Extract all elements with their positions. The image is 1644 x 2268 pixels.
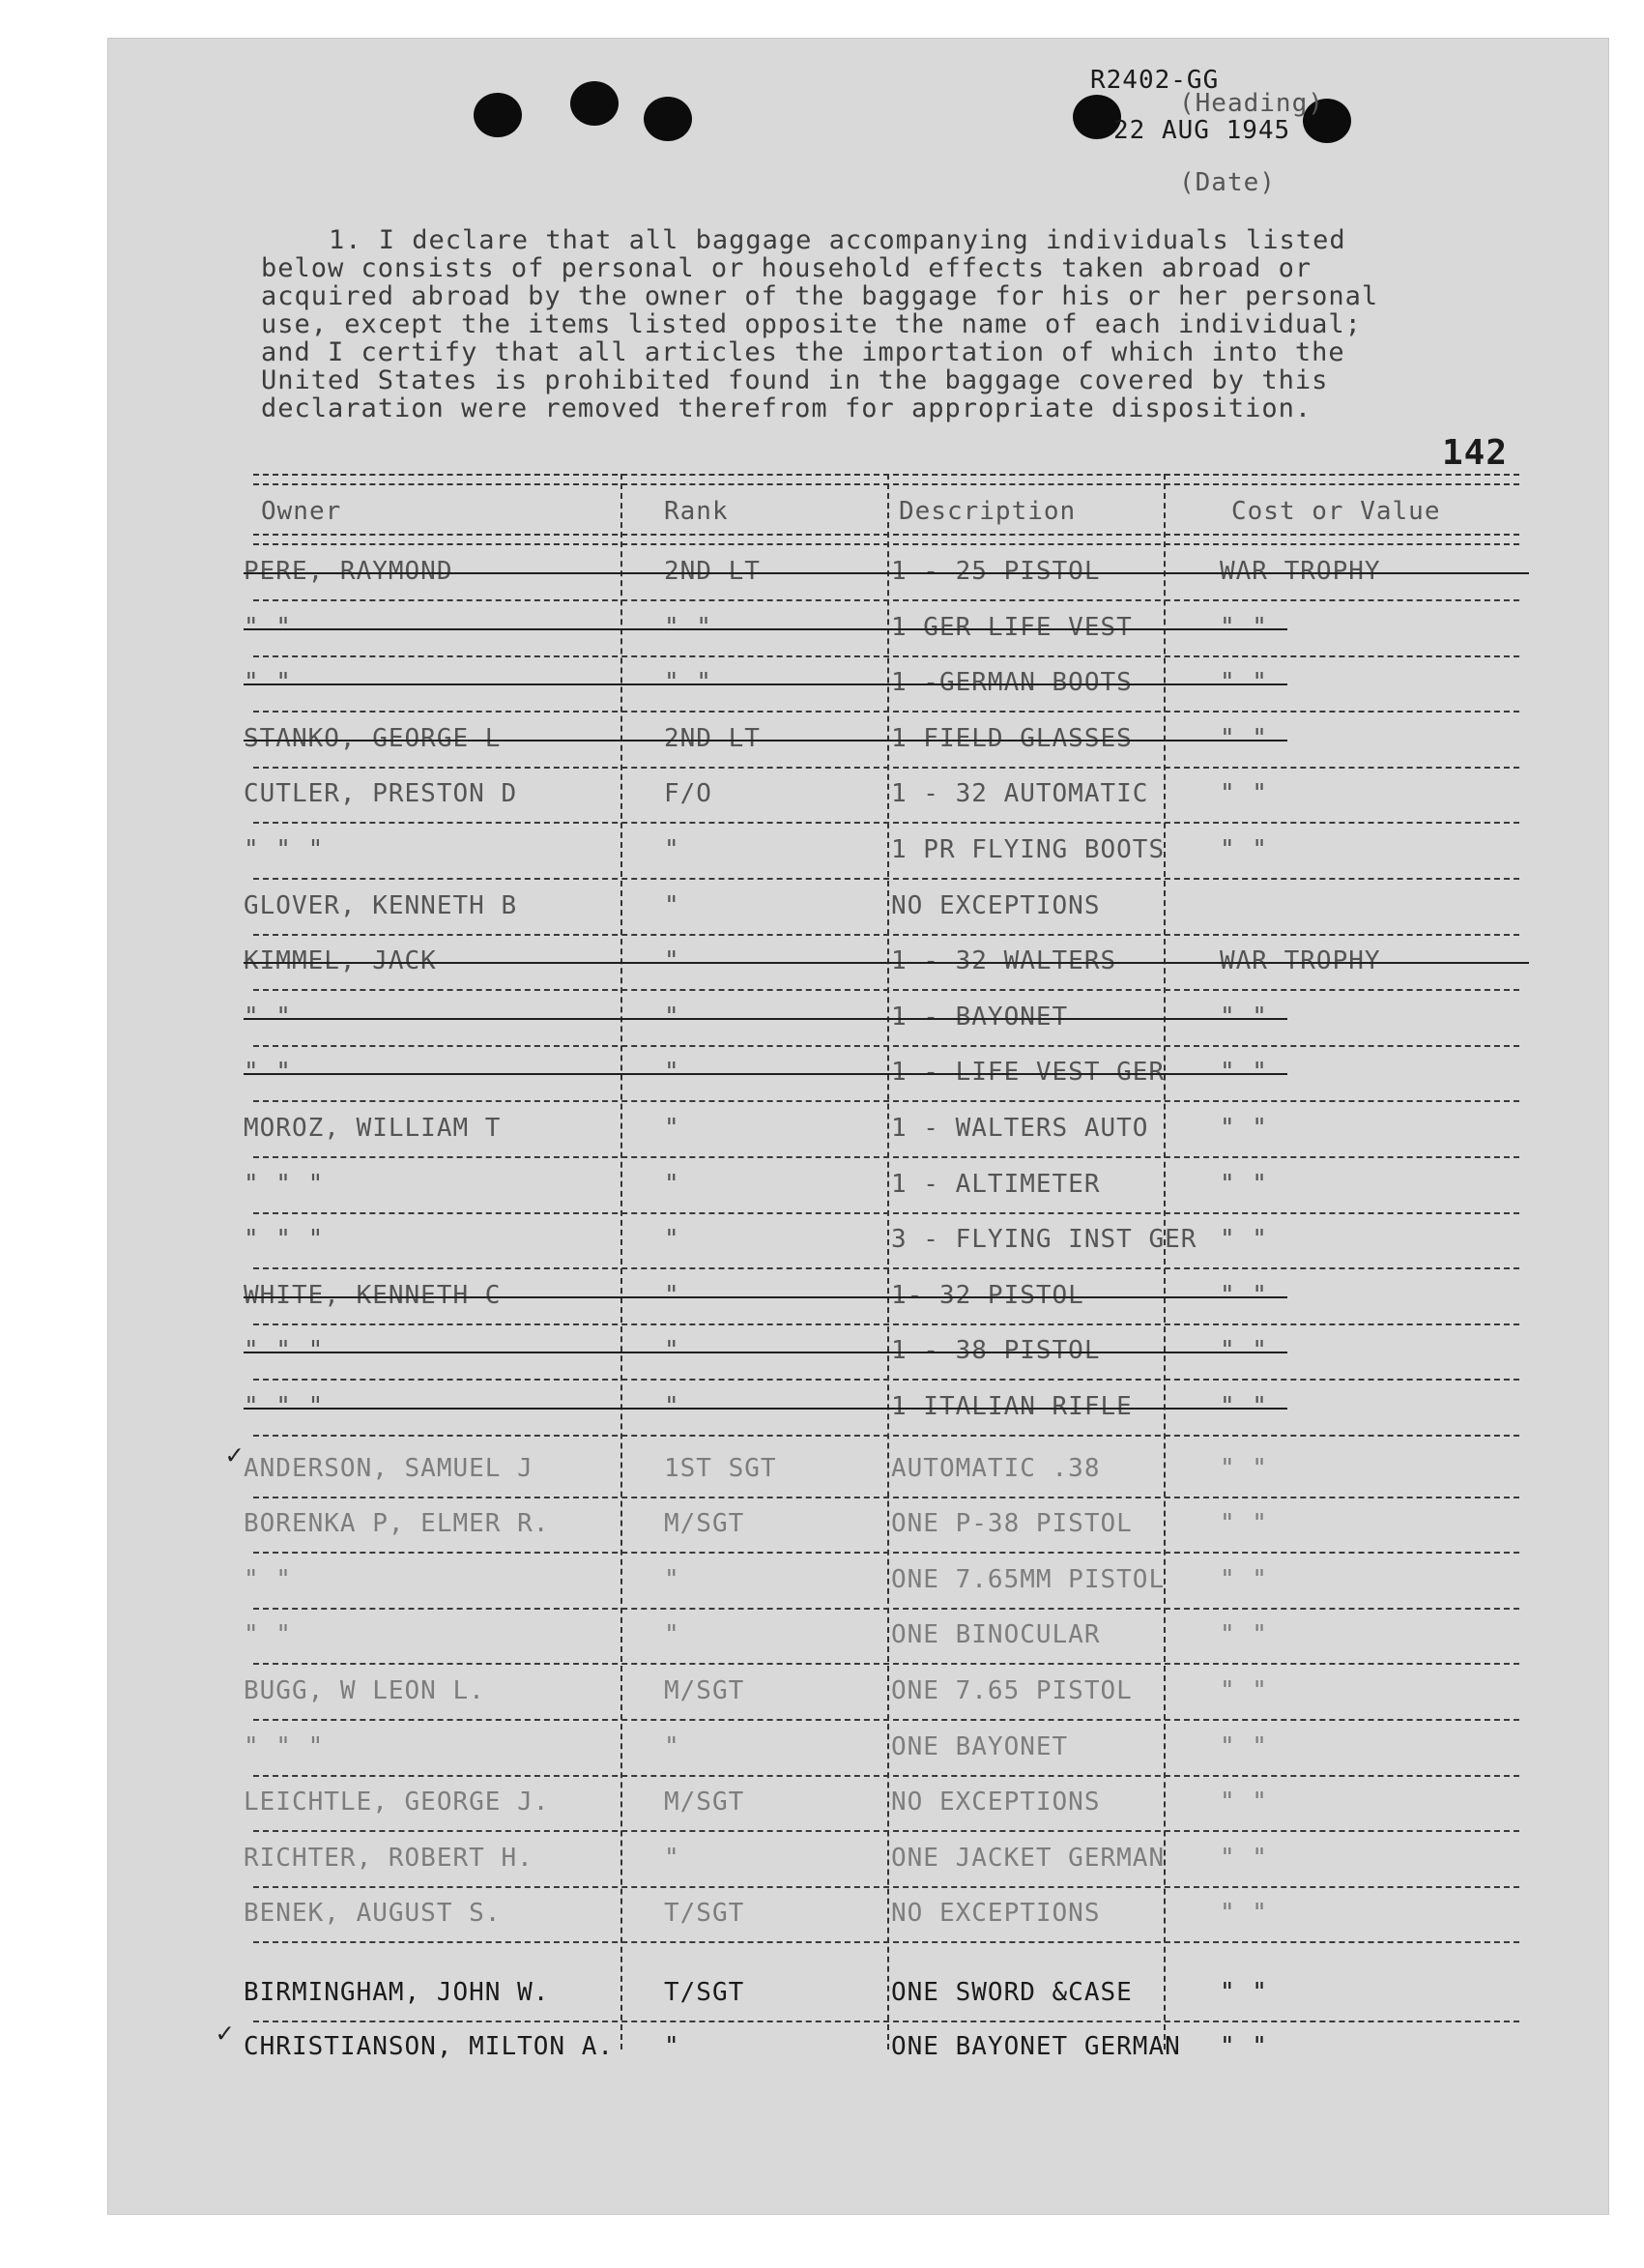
row-rule — [253, 989, 1519, 991]
rank-cell: " — [664, 1564, 680, 1594]
row-rule — [253, 878, 1519, 880]
owner-cell: WHITE, KENNETH C — [244, 1280, 502, 1310]
cost-cell: " " — [1220, 835, 1268, 864]
rank-cell: " — [664, 1620, 680, 1650]
description-cell: ONE 7.65 PISTOL — [891, 1676, 1133, 1705]
rank-cell: F/O — [664, 779, 712, 809]
rank-cell: " — [664, 1843, 680, 1873]
owner-cell: RICHTER, ROBERT H. — [244, 1843, 534, 1873]
description-cell: 1 FIELD GLASSES — [891, 723, 1133, 753]
table-row — [108, 1454, 1608, 1493]
owner-cell: LEICHTLE, GEORGE J. — [244, 1788, 550, 1817]
cost-cell: " " — [1220, 1169, 1268, 1199]
row-rule — [253, 1775, 1519, 1777]
rank-cell: " — [664, 1336, 680, 1366]
owner-cell: ANDERSON, SAMUEL J — [244, 1453, 534, 1483]
owner-cell: " " — [244, 1620, 292, 1650]
rank-cell: " — [664, 1225, 680, 1255]
row-rule — [253, 599, 1519, 601]
row-rule — [253, 1100, 1519, 1102]
strikethrough-line — [244, 572, 1529, 574]
rank-cell: " — [664, 835, 680, 864]
row-rule — [253, 1497, 1519, 1498]
column-header-description: Description — [899, 497, 1077, 526]
row-rule — [253, 655, 1519, 657]
rank-cell: M/SGT — [664, 1676, 745, 1705]
owner-cell: " " — [244, 1564, 292, 1594]
row-rule — [253, 1267, 1519, 1269]
description-cell: 1 - LIFE VEST GER — [891, 1058, 1166, 1088]
cost-cell: WAR TROPHY — [1220, 946, 1381, 976]
table-row — [108, 1281, 1608, 1320]
declaration-line: acquired abroad by the owner of the baggage for his or her personal — [261, 281, 1379, 311]
row-rule — [253, 1608, 1519, 1610]
cost-cell: " " — [1220, 1676, 1268, 1705]
description-cell: NO EXCEPTIONS — [891, 1788, 1101, 1817]
cost-cell: " " — [1220, 1509, 1268, 1539]
description-cell: ONE SWORD &CASE — [891, 1978, 1133, 2007]
rank-cell: M/SGT — [664, 1509, 745, 1539]
declaration-line: 1. I declare that all baggage accompanying individuals listed — [329, 225, 1346, 255]
rank-cell: " " — [664, 668, 712, 698]
declaration-line: United States is prohibited found in the baggage covered by this — [261, 365, 1329, 395]
owner-cell: PERE, RAYMOND — [244, 557, 453, 586]
rank-cell: T/SGT — [664, 1978, 745, 2007]
row-rule — [253, 822, 1519, 824]
cost-cell: " " — [1220, 1114, 1268, 1143]
table-row — [108, 1732, 1608, 1771]
owner-cell: KIMMEL, JACK — [244, 946, 437, 976]
punch-hole — [474, 93, 522, 137]
table-row — [108, 1170, 1608, 1208]
description-cell: ONE 7.65MM PISTOL — [891, 1564, 1166, 1594]
row-rule — [253, 2021, 1519, 2022]
rank-cell: 2ND LT — [664, 723, 761, 753]
row-rule — [253, 1435, 1519, 1437]
declaration-line: use, except the items listed opposite the name of each individual; — [261, 309, 1362, 339]
check-mark: ✓ — [226, 1439, 243, 1470]
cost-cell: " " — [1220, 1392, 1268, 1421]
row-rule — [253, 1045, 1519, 1047]
table-row — [108, 1899, 1608, 1937]
strikethrough-line — [244, 1408, 1287, 1410]
declaration-text — [261, 226, 1595, 422]
description-cell: ONE BINOCULAR — [891, 1620, 1101, 1650]
cost-cell: " " — [1220, 1788, 1268, 1817]
row-rule — [253, 1719, 1519, 1721]
owner-cell: BORENKA P, ELMER R. — [244, 1509, 550, 1539]
declaration-line: and I certify that all articles the importation of which into the — [261, 337, 1345, 367]
owner-cell: STANKO, GEORGE L — [244, 723, 502, 753]
table-row — [108, 1978, 1608, 2017]
owner-cell: " " — [244, 668, 292, 698]
strikethrough-line — [244, 1352, 1287, 1353]
rank-cell: " " — [664, 612, 712, 642]
row-rule — [253, 1830, 1519, 1832]
rank-cell: 2ND LT — [664, 557, 761, 586]
table-row — [108, 557, 1608, 596]
description-cell: ONE P-38 PISTOL — [891, 1509, 1133, 1539]
cost-cell: " " — [1220, 1843, 1268, 1873]
declaration-line: declaration were removed therefrom for appropriate disposition. — [261, 393, 1312, 423]
date-label: (Date) — [1179, 168, 1276, 197]
owner-cell: " " " — [244, 1225, 325, 1255]
table-row — [108, 835, 1608, 874]
punch-hole — [644, 97, 692, 141]
cost-cell: " " — [1220, 1731, 1268, 1761]
rank-cell: " — [664, 1731, 680, 1761]
description-cell: 1 - 38 PISTOL — [891, 1336, 1101, 1366]
cost-cell: " " — [1220, 1899, 1268, 1929]
header-rule — [253, 534, 1519, 545]
owner-cell: " " — [244, 1058, 292, 1088]
column-header-owner: Owner — [261, 497, 342, 526]
description-cell: 3 - FLYING INST GER — [891, 1225, 1197, 1255]
table-row — [108, 1392, 1608, 1431]
table-row — [108, 668, 1608, 707]
description-cell: 1 - 32 AUTOMATIC — [891, 779, 1149, 809]
rank-cell: M/SGT — [664, 1788, 745, 1817]
table-row — [108, 1844, 1608, 1882]
rank-cell: " — [664, 1114, 680, 1143]
cost-cell: " " — [1220, 668, 1268, 698]
table-row — [108, 1225, 1608, 1264]
owner-cell: CUTLER, PRESTON D — [244, 779, 518, 809]
owner-cell: " " — [244, 1002, 292, 1032]
cost-cell: " " — [1220, 779, 1268, 809]
description-cell: ONE JACKET GERMAN — [891, 1843, 1166, 1873]
table-row — [108, 1788, 1608, 1826]
cost-cell: " " — [1220, 1620, 1268, 1650]
description-cell: 1 PR FLYING BOOTS — [891, 835, 1166, 864]
owner-cell: CHRISTIANSON, MILTON A. — [244, 2032, 615, 2061]
table-row — [108, 1058, 1608, 1096]
table-row — [108, 2032, 1608, 2071]
rank-cell: " — [664, 1169, 680, 1199]
description-cell: 1 - BAYONET — [891, 1002, 1069, 1032]
punch-hole — [570, 81, 619, 126]
owner-cell: " " " — [244, 1169, 325, 1199]
table-row — [108, 1565, 1608, 1604]
check-mark: ✓ — [216, 2017, 233, 2049]
document-code: R2402-GG — [1090, 66, 1220, 95]
rank-cell: " — [664, 1002, 680, 1032]
row-rule — [253, 767, 1519, 769]
description-cell: 1 - 32 WALTERS — [891, 946, 1117, 976]
strikethrough-line — [244, 628, 1287, 630]
owner-cell: BENEK, AUGUST S. — [244, 1899, 502, 1929]
column-header-cost: Cost or Value — [1231, 497, 1441, 526]
header-rule — [253, 474, 1519, 485]
page-number: 142 — [1442, 433, 1509, 473]
cost-cell: " " — [1220, 1280, 1268, 1310]
owner-cell: " " " — [244, 835, 325, 864]
table-row — [108, 1676, 1608, 1715]
document-sheet — [108, 39, 1608, 2214]
owner-cell: GLOVER, KENNETH B — [244, 890, 518, 920]
rank-cell: T/SGT — [664, 1899, 745, 1929]
row-rule — [253, 1941, 1519, 1943]
description-cell: 1 -GERMAN BOOTS — [891, 668, 1133, 698]
description-cell: 1 - 25 PISTOL — [891, 557, 1101, 586]
table-row — [108, 1114, 1608, 1152]
cost-cell: " " — [1220, 1058, 1268, 1088]
row-rule — [253, 934, 1519, 936]
description-cell: NO EXCEPTIONS — [891, 1899, 1101, 1929]
table-row — [108, 613, 1608, 652]
owner-cell: " " " — [244, 1731, 325, 1761]
owner-cell: " " " — [244, 1392, 325, 1421]
owner-cell: " " — [244, 612, 292, 642]
strikethrough-line — [244, 740, 1287, 741]
strikethrough-line — [244, 683, 1287, 685]
rank-cell: " — [664, 946, 680, 976]
cost-cell: " " — [1220, 1978, 1268, 2007]
description-cell: 1 - WALTERS AUTO — [891, 1114, 1149, 1143]
description-cell: ONE BAYONET — [891, 1731, 1069, 1761]
table-row — [108, 779, 1608, 818]
row-rule — [253, 1663, 1519, 1665]
cost-cell: " " — [1220, 1564, 1268, 1594]
strikethrough-line — [244, 1073, 1287, 1075]
rank-cell: " — [664, 1058, 680, 1088]
strikethrough-line — [244, 1296, 1287, 1298]
description-cell: ONE BAYONET GERMAN — [891, 2032, 1181, 2061]
date-value: 22 AUG 1945 — [1113, 116, 1291, 145]
rank-cell: " — [664, 890, 680, 920]
owner-cell: BUGG, W LEON L. — [244, 1676, 485, 1705]
cost-cell: " " — [1220, 2032, 1268, 2061]
cost-cell: " " — [1220, 1002, 1268, 1032]
rank-cell: " — [664, 1280, 680, 1310]
cost-cell: " " — [1220, 1225, 1268, 1255]
cost-cell: " " — [1220, 612, 1268, 642]
cost-cell: WAR TROPHY — [1220, 557, 1381, 586]
owner-cell: " " " — [244, 1336, 325, 1366]
description-cell: 1 ITALIAN RIFLE — [891, 1392, 1133, 1421]
description-cell: 1- 32 PISTOL — [891, 1280, 1084, 1310]
row-rule — [253, 1552, 1519, 1554]
strikethrough-line — [244, 1018, 1287, 1020]
declaration-line: below consists of personal or household effects taken abroad or — [261, 253, 1312, 283]
heading-label: (Heading) — [1179, 89, 1324, 118]
description-cell: 1 GER LIFE VEST — [891, 612, 1133, 642]
description-cell: NO EXCEPTIONS — [891, 890, 1101, 920]
column-header-rank: Rank — [664, 497, 729, 526]
description-cell: 1 - ALTIMETER — [891, 1169, 1101, 1199]
strikethrough-line — [244, 962, 1529, 964]
table-row — [108, 946, 1608, 985]
table-row — [108, 724, 1608, 763]
table-row — [108, 1003, 1608, 1041]
row-rule — [253, 1886, 1519, 1888]
row-rule — [253, 1212, 1519, 1214]
table-row — [108, 1336, 1608, 1375]
table-row — [108, 1509, 1608, 1548]
owner-cell: MOROZ, WILLIAM T — [244, 1114, 502, 1143]
table-row — [108, 1620, 1608, 1659]
rank-cell: 1ST SGT — [664, 1453, 777, 1483]
row-rule — [253, 711, 1519, 712]
cost-cell: " " — [1220, 1453, 1268, 1483]
row-rule — [253, 1323, 1519, 1325]
cost-cell: " " — [1220, 723, 1268, 753]
description-cell: AUTOMATIC .38 — [891, 1453, 1101, 1483]
row-rule — [253, 1156, 1519, 1158]
rank-cell: " — [664, 1392, 680, 1421]
rank-cell: " — [664, 2032, 680, 2061]
cost-cell: " " — [1220, 1336, 1268, 1366]
owner-cell: BIRMINGHAM, JOHN W. — [244, 1978, 550, 2007]
row-rule — [253, 1379, 1519, 1381]
table-row — [108, 891, 1608, 930]
